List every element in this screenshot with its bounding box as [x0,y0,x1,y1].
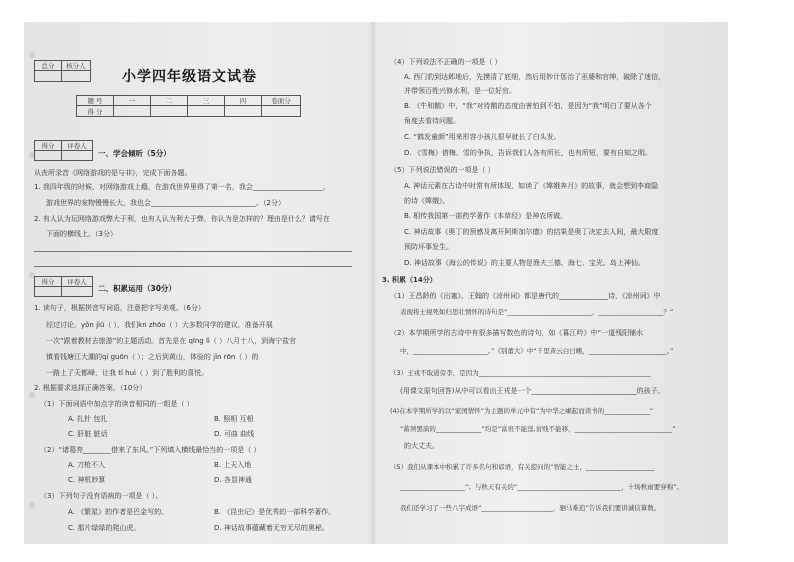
grader-reviewer-label: 评卷人 [62,141,93,151]
s2-q2-3: （3）下列句子没有语病的一项是（ ）。 [40,492,163,500]
s2-q2-2-option-c: C. 神机妙算 [68,476,106,484]
r-q4-b2: 角度去看待问题。 [404,117,460,125]
answer-line [34,251,352,252]
r-s3-3a: （3）王戎不取道旁李，是因为_____________________________________________________ [390,369,651,377]
reviewer-cell [62,71,91,82]
score-table-header: 一 [114,96,151,106]
total-score-box [34,60,91,82]
s2-q1-line1: 经过讨论，yǒn jiū（ ），我们kn zhōo（ ）大多数同学的建议，准备开展 [46,321,273,329]
total-score-label: 总分 [35,61,62,71]
s2-q1-line2: 一次“跟着教材去旅游”的主题活动。首先是在 qīng lì（ ）八月十八，到海宁盐官 [46,337,297,345]
section1-intro: 从丧所录音《网络游戏的是与非》，完成下面各题。 [34,169,192,177]
grader-score-label: 得分 [35,277,62,287]
grader-reviewer-label: 评卷人 [62,277,93,287]
s2-q2-3-option-b: B. 《昆虫记》是优秀的一部科学著作。 [214,508,336,516]
s2-q2-3-option-c: C. 那片绿绿的爬山虎。 [68,524,141,532]
grader-score-cell [35,151,62,161]
score-table-header: 二 [151,96,188,106]
s1-q1-line2: 游戏世界的宠物慢慢长大，我也会______________________________。（2分） [46,199,285,207]
r-q5-title: （5）下列说法错误的一项是（ ） [390,166,495,174]
section1-heading: 一、学会倾听（5分） [98,149,171,158]
r-s3-title: 3. 积累（14分） [382,276,437,284]
grader-score-label: 得分 [35,141,62,151]
r-s3-2b: 中，_______________________。”《别董大》中“千里黄云白日曛，________________________。” [400,347,674,355]
score-table-header: 题 号 [77,96,114,106]
score-table-header: 卷面分 [262,96,301,106]
binding-hole [29,502,35,508]
s2-q2-3-option-a: A. 《繁星》的作者是巴金写的。 [68,508,169,516]
r-q5-d: D. 神话故事《海公的传说》的主要人物是渔夫三德、海七、宝光、岛上神仙。 [404,259,645,267]
r-s3-5b: ____________________”；与秋天有关的“________________________________，十场秋雨要穿棉”。 [400,483,684,491]
s2-q2-1-option-c: C. 肝脏 脏话 [68,430,108,438]
s2-q2-1-option-b: B. 照相 互相 [214,415,254,423]
score-cell [225,106,262,117]
score-cell [151,106,188,117]
exam-paper [24,22,728,544]
s2-q2-3-option-d: D. 神话故事蕴藏着无穷无尽的奥秘。 [214,524,329,532]
section2-heading: 二、积累运用（30分） [98,284,176,293]
r-q5-a1: A. 神话元素在古诗中时常有所体现，如读了《嫦娥奔月》的故事，就会想到李商隐 [404,182,659,190]
r-s3-1b: 表现将士视死如归思壮情怀的诗句是“__________________________，____________________？” [400,308,674,316]
r-s3-4b: “蓄须罢演的______________”均是“富贵不能淫,贫贱不能移，______________________________” [400,425,676,433]
r-q5-c1: C. 神话故事《奥丁的预感及离开阿斯加尔德》的结果是奥丁决定去人间，最大限度 [404,228,659,236]
score-row-label: 得 分 [77,106,114,117]
score-cell [188,106,225,117]
s2-q1-line4: 一路上了天都峰，让我 tǐ huì（ ）到了胜利的喜悦。 [46,369,209,377]
answer-line [34,266,352,267]
r-s3-5a: （5）我们从课本中积累了许多名句和谚语，有关提问的“智能之士，_____________________ [390,463,655,471]
r-q4-a1: A. 西门豹到达邺地后，先摸清了底细，然后用妙计惩治了巫婆和官绅，破除了迷信， [404,73,666,81]
grader-box-2 [34,276,93,297]
s2-q2-1-option-a: A. 扎针 包扎 [68,415,108,423]
r-q5-a2: 的诗《嫦娥》。 [404,197,450,205]
exam-title: 小学四年级语文试卷 [122,69,257,85]
grader-box-1 [34,140,93,161]
s1-q2-line1: 2. 有人认为玩网络游戏弊大于利，也有人认为利大于弊，你认为是怎样的？理由是什么？请写在 [34,215,330,223]
s1-q2-line2: 下面的横线上。（3分） [46,230,117,238]
score-table-header: 三 [188,96,225,106]
page-fold [369,22,377,544]
r-s3-1a: （1）王昌龄的《出塞》、王翰的《凉州词》都是唐代的______________诗，《凉州词》中 [390,292,661,300]
r-s3-3b: (用课文原句回答)从中可以看出王戎是一个______________________________的孩子。 [400,387,665,395]
r-q4-b1: B. 《牛和鹅》中，“我”对待鹅的态度由害怕到不怕，是因为“我”明白了要从各个 [404,102,652,110]
r-q4-a2: 并带领百姓兴修水利，是一位好官。 [404,87,516,95]
s2-q1-line3: 镇看钱塘江大潮的qí guōn（ ）；之后到黄山，体验的 jǐn rōn（ ）的 [46,353,259,361]
r-q4-title: （4）下列说法不正确的一项是（ ） [390,58,502,66]
s2-q2-1-option-d: D. 可曲 曲线 [214,430,255,438]
s2-q2-2: （2）“诸葛亮________借来了东风。”下列填入横线最恰当的一项是（ ） [40,446,261,454]
grader-score-cell [35,287,62,297]
s2-q1-title: 1. 读句子，根据拼音写词语，注意把字写美观。（6分） [34,304,205,312]
r-q5-c2: 预防坏事发生。 [404,243,453,251]
s2-q2-1: （1）下面词语中加点字的读音相同的一组是（ ） [40,400,194,408]
s2-q2-2-option-b: B. 上天入地 [214,461,252,469]
s2-q2-title: 2. 根据要求选择正确答案。（10分） [34,384,147,392]
grader-reviewer-cell [62,151,93,161]
total-score-cell [35,71,62,82]
s1-q1-line1: 1. 我四年级的时候，对网络游戏上瘾，在游戏世界里得了第一名，我会____________________， [34,183,330,191]
binding-hole [29,52,35,58]
score-table [76,95,301,117]
r-s3-5c: 我们还学习了一些八字成语“______________________，驷马难追”告诉我们要讲诚信算数。 [400,504,661,512]
r-s3-2a: （2）本学期所学的古诗中有很多描写数色的诗句，如《暮江吟》中“一道残阳铺水 [390,329,644,337]
s2-q2-2-option-a: A. 刀枪不入 [68,461,106,469]
r-q4-d: D. 《雪梅》借梅、雪的争执，告诉我们人各有所长，也有所短，要有自知之明。 [404,149,652,157]
s2-q2-2-option-d: D. 各显神通 [214,476,252,484]
r-s3-4c: 的大丈夫。 [404,442,439,450]
r-q4-c: C. “鹤发童颜”用来形容小孩儿很早就长了白头发。 [404,133,561,141]
grader-reviewer-cell [62,287,93,297]
r-s3-4a: (4)在本学期所学的以“家国情怀”为主题的单元中有“为中华之崛起而读书的______________” [390,407,654,415]
reviewer-label: 核分人 [62,61,91,71]
score-cell [114,106,151,117]
r-q5-b: B. 相传我国第一部药学著作《本草经》是神农所做。 [404,212,568,220]
score-table-header: 四 [225,96,262,106]
score-cell [262,106,301,117]
